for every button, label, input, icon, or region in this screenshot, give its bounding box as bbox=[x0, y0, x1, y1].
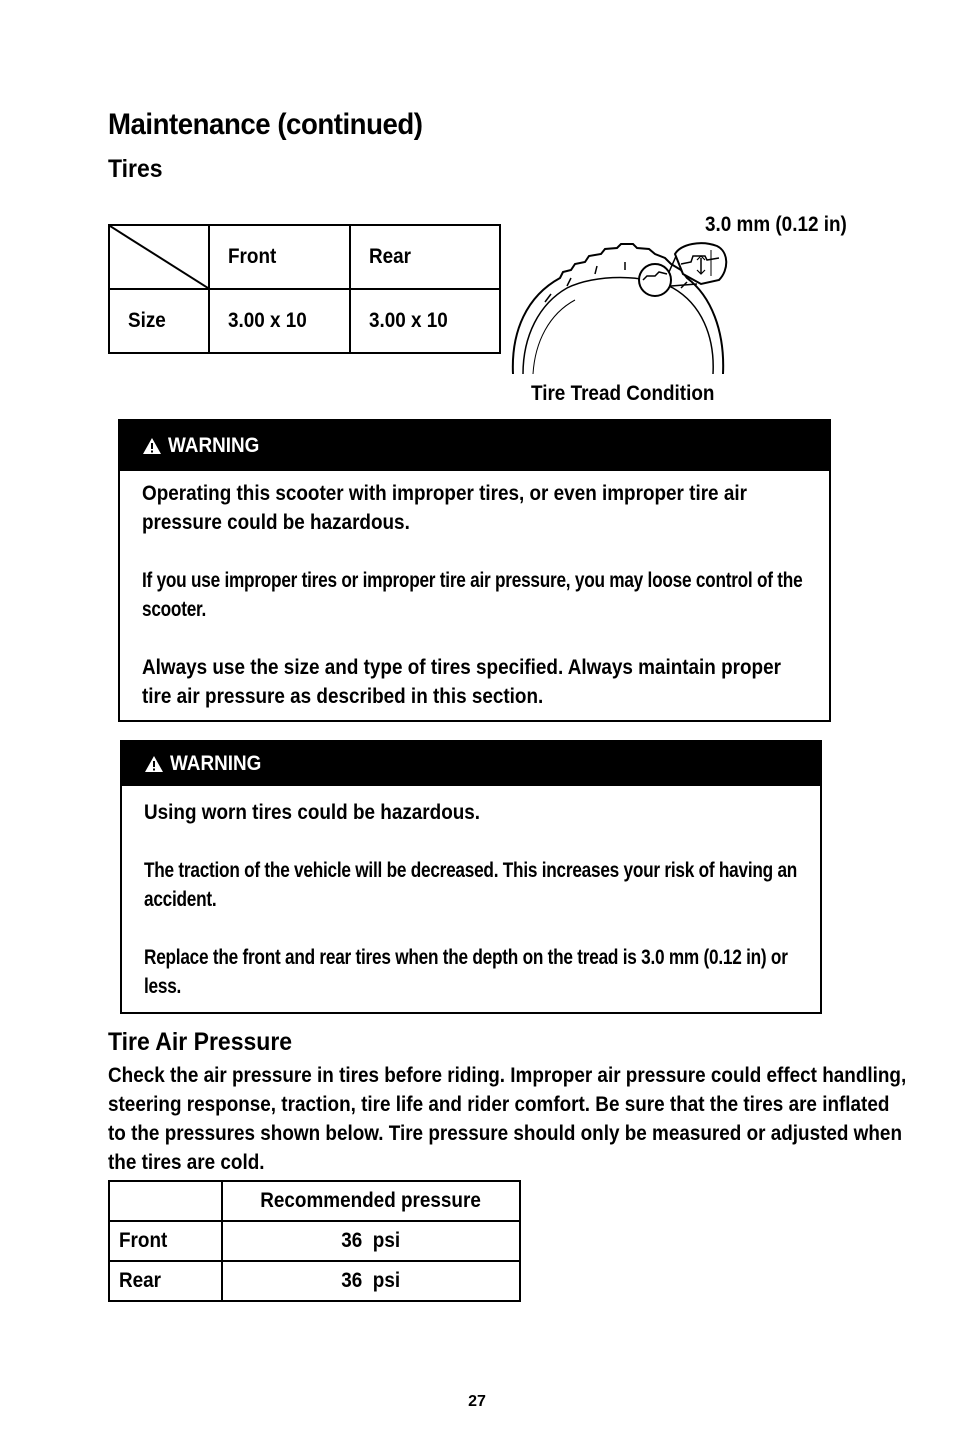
figure-caption: Tire Tread Condition bbox=[531, 382, 715, 405]
recommended-pressure-table bbox=[108, 1180, 521, 1302]
pressure-rear-value: 36 psi bbox=[222, 1261, 520, 1301]
page-title: Maintenance (continued) bbox=[108, 108, 423, 141]
row-label-rear: Rear bbox=[109, 1261, 222, 1301]
size-front-value: 3.00 x 10 bbox=[209, 289, 350, 353]
warning-paragraph: Using worn tires could be hazardous. bbox=[144, 801, 481, 824]
warning-paragraph: Replace the front and rear tires when the depth on the tread is 3.0 mm (0.12 in) or less. bbox=[144, 946, 788, 998]
table-row bbox=[109, 1221, 520, 1261]
warning-paragraph: The traction of the vehicle will be decreased. This increases your risk of having an accident. bbox=[144, 859, 798, 911]
warning-triangle-icon bbox=[144, 755, 164, 773]
header-front: Front bbox=[209, 225, 350, 289]
warning-title: WARNING bbox=[170, 752, 262, 775]
warning-paragraph: Operating this scooter with improper tires, or even improper tire air pressure could be hazardous. bbox=[142, 482, 747, 534]
row-label-front: Front bbox=[109, 1221, 222, 1261]
warning-box-worn-tires bbox=[120, 740, 822, 1014]
warning-box-improper-tires bbox=[118, 419, 831, 722]
warning-title: WARNING bbox=[168, 434, 260, 457]
table-row bbox=[109, 1261, 520, 1301]
tire-tread-illustration bbox=[505, 236, 735, 378]
row-label-size: Size bbox=[109, 289, 209, 353]
diagonal-corner-cell bbox=[109, 225, 209, 289]
pressure-front-value: 36 psi bbox=[222, 1221, 520, 1261]
table-row bbox=[109, 1181, 520, 1221]
air-pressure-description: Check the air pressure in tires before riding. Improper air pressure could effect handling, steering response, traction, tire life and rider comfort. Be sure that the tires are inflated to the pressures shown below. Tire pressure should only be measured or adjusted when the tires are cold. bbox=[108, 1064, 907, 1174]
warning-header bbox=[120, 421, 829, 471]
section-heading-tires: Tires bbox=[108, 155, 163, 183]
table-row bbox=[109, 289, 500, 353]
warning-header bbox=[122, 742, 820, 786]
size-rear-value: 3.00 x 10 bbox=[350, 289, 500, 353]
warning-paragraph: If you use improper tires or improper tire air pressure, you may loose control of the scooter. bbox=[142, 569, 803, 621]
section-heading-air-pressure: Tire Air Pressure bbox=[108, 1028, 293, 1056]
diagonal-line-icon bbox=[110, 226, 208, 288]
tire-size-table bbox=[108, 224, 501, 354]
page-number: 27 bbox=[468, 1393, 486, 1410]
header-recommended-pressure: Recommended pressure bbox=[222, 1181, 520, 1221]
warning-triangle-icon bbox=[142, 437, 162, 455]
tread-depth-label: 3.0 mm (0.12 in) bbox=[705, 213, 847, 236]
table-row bbox=[109, 225, 500, 289]
header-rear: Rear bbox=[350, 225, 500, 289]
empty-header-cell bbox=[109, 1181, 222, 1221]
warning-paragraph: Always use the size and type of tires specified. Always maintain proper tire air pressure as described in this section. bbox=[142, 656, 781, 708]
